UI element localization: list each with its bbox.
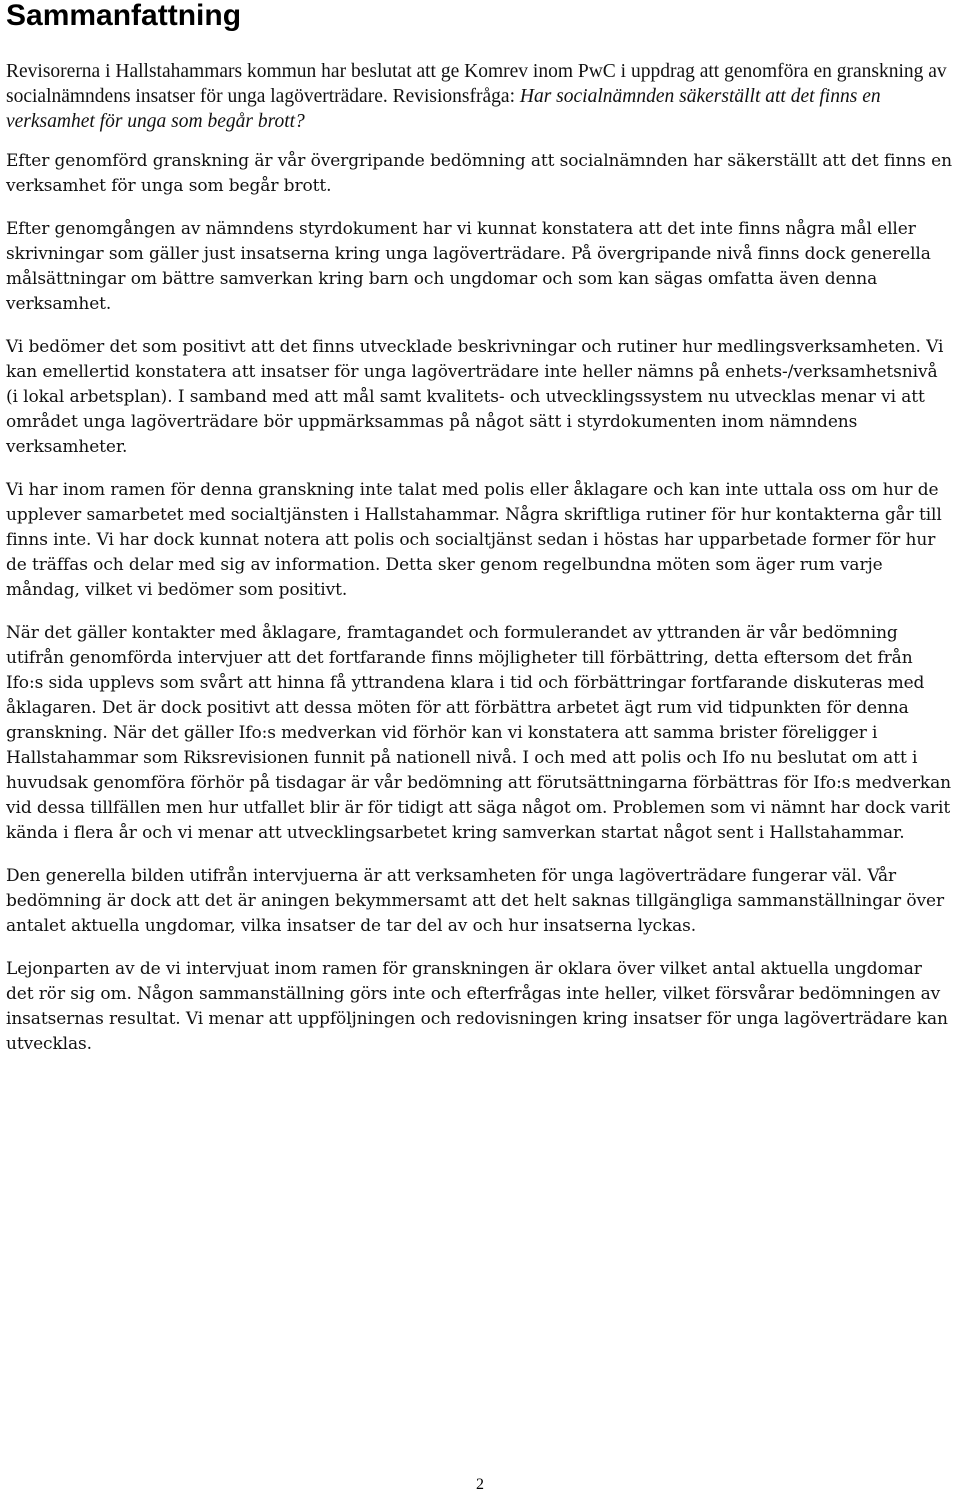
revision-question: Har socialnämnden säkerställt att det finns en verksamhet för unga som begår brott? [6,86,881,132]
paragraph-prosecutor-contacts: När det gäller kontakter med åklagare, framtagandet och formulerandet av yttranden är vår bedömning utifrån genomförda intervjuer att det fortfarande finns möjligheter till förbättring, detta eftersom det från Ifo:s sida upplevs som svårt att hinna få yttrandena klara i tid och förbättringar fortfarande diskuteras med åklagaren. Det är dock positivt att dessa möten för att förbättra arbetet ägt rum vid tidpunkten för denna granskning. När det gäller Ifo:s medverkan vid förhör kan vi konstatera att samma brister föreligger i Hallstahammar som Riksrevisionen funnit på nationell nivå. I och med att polis och Ifo nu beslutat om att i huvudsak genomföra förhör på tisdagar är vår bedömning att förutsättningarna förbättras för Ifo:s medverkan vid dessa tillfällen men hur utfallet blir är för tidigt att säga något om. Problemen som vi nämnt har dock varit kända i flera år och vi menar att utvecklingsarbetet kring samverkan startat något sent i Hallstahammar. [6,623,951,843]
intro-text: Revisorerna i Hallstahammars kommun har beslutat att ge Komrev inom PwC i uppdrag att genomföra en granskning av socialnämndens insatser för unga lagöverträdare. Revisionsfråga: [6,61,947,107]
paragraph-overall-assessment: Efter genomförd granskning är vår övergripande bedömning att socialnämnden har säkerställt att det finns en verksamhet för unga som begår brott. [6,151,952,196]
paragraph-follow-up: Lejonparten av de vi intervjuat inom ramen för granskningen är oklara över vilket antal aktuella ungdomar det rör sig om. Någon sammanställning görs inte och efterfrågas inte heller, vilket försvårar bedömningen av insatsernas resultat. Vi menar att uppföljningen och redovisningen kring insatser för unga lagöverträdare kan utvecklas. [6,959,948,1054]
page-number: 2 [476,1476,484,1493]
paragraph-steering-documents: Efter genomgången av nämndens styrdokument har vi kunnat konstatera att det inte finns några mål eller skrivningar som gäller just insatserna kring unga lagöverträdare. På övergripande nivå finns dock generella målsättningar om bättre samverkan kring barn och ungdomar och som kan sägas omfatta även denna verksamhet. [6,219,931,314]
paragraph-general-picture: Den generella bilden utifrån intervjuerna är att verksamheten för unga lagöverträdare fungerar väl. Vår bedömning är dock att det är aningen bekymmersamt att det helt saknas tillgängliga sammanställningar över antalet aktuella ungdomar, vilka insatser de tar del av och hur insatserna lyckas. [6,866,944,936]
paragraph-mediation: Vi bedömer det som positivt att det finns utvecklade beskrivningar och rutiner hur medlingsverksamheten. Vi kan emellertid konstatera att insatser för unga lagöverträdare inte heller nämns på enhets-/verksamhetsnivå (i lokal arbetsplan). I samband med att mål samt kvalitets- och utvecklingssystem nu utvecklas menar vi att området unga lagöverträdare bör uppmärksammas på något sätt i styrdokumenten inom nämndens verksamheter. [6,337,944,457]
page-title: Sammanfattning [6,0,242,32]
document-page [6,0,954,1057]
paragraph-police-cooperation: Vi har inom ramen för denna granskning inte talat med polis eller åklagare och kan inte uttala oss om hur de upplever samarbetet med socialtjänsten i Hallstahammar. Några skriftliga rutiner för hur kontakterna går till finns inte. Vi har dock kunnat notera att polis och socialtjänst sedan i höstas har upparbetade former för hur de träffas och delar med sig av information. Detta sker genom regelbundna möten som äger rum varje måndag, vilket vi bedömer som positivt. [6,480,942,600]
intro-paragraph [6,59,954,134]
